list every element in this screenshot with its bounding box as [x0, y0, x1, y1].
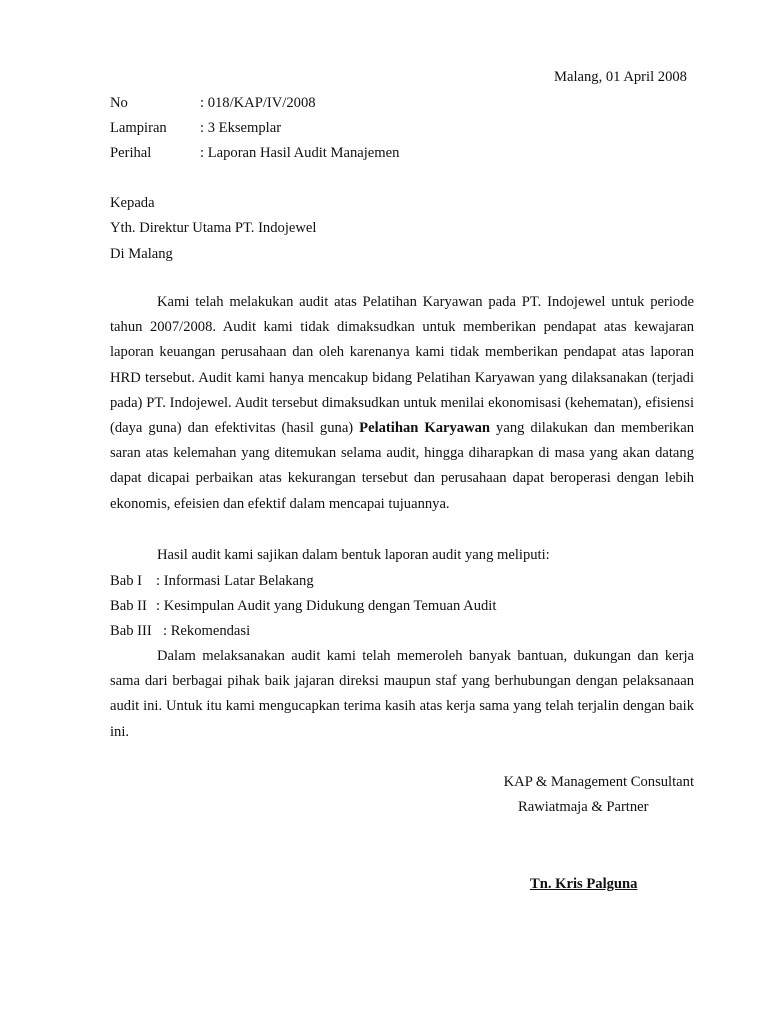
meta-value-no: : 018/KAP/IV/2008 — [200, 95, 316, 111]
recipient-line-3: Di Malang — [110, 246, 173, 262]
p1-bold: Pelatihan Karyawan — [359, 420, 491, 437]
meta-value-perihal: : Laporan Hasil Audit Manajemen — [200, 145, 400, 161]
meta-label-perihal: Perihal — [110, 145, 152, 161]
recipient-line-2: Yth. Direktur Utama PT. Indojewel — [110, 220, 317, 236]
bab-2-text: : Kesimpulan Audit yang Didukung dengan Temuan Audit — [156, 598, 497, 614]
p1-before: Kami telah melakukan audit atas Pelatihan Karyawan pada PT. Indojewel untuk periode tahun 2007/2008. Audit kami tidak dimaksudkan untuk memberikan pendapat atas kewajaran laporan keuangan perusahaan dan oleh karenanya kami tidak memberikan pendapat atas laporan HRD tersebut. Audit kami hanya mencakup bidang Pelatihan Karyawan yang dilaksanakan (terjadi pada) PT. Indojewel. Audit tersebut dimaksudkan untuk menilai ekonomisasi (kehematan), efisiensi (daya guna) dan efektivitas (hasil guna) — [110, 294, 694, 437]
bab-1-text: : Informasi Latar Belakang — [156, 573, 314, 589]
closing-partner: Rawiatmaja & Partner — [518, 799, 649, 815]
meta-label-no: No — [110, 95, 128, 111]
bab-2-label: Bab II — [110, 598, 147, 614]
body-paragraph-3: Dalam melaksanakan audit kami telah memeroleh banyak bantuan, dukungan dan kerja sama dari berbagai pihak baik jajaran direksi maupun staf yang berhubungan dengan pelaksanaan audit ini. Untuk itu kami mengucapkan terima kasih atas kerja sama yang telah terjalin dengan baik ini. — [110, 648, 694, 740]
body-paragraph-2: Hasil audit kami sajikan dalam bentuk laporan audit yang meliputi: — [157, 547, 550, 563]
p1-after: yang dilakukan dan memberikan saran atas kelemahan yang ditemukan selama audit, hingga diharapkan di masa yang akan datang dapat dicapai perbaikan atas kekurangan tersebut dan perusahaan dapat beroperasi dengan lebih ekonomis, efeisien dan efektif dalam mencapai tujuannya. — [110, 420, 694, 512]
bab-3-text: : Rekomendasi — [163, 623, 251, 639]
bab-3-label: Bab III — [110, 623, 152, 639]
recipient-line-1: Kepada — [110, 195, 155, 211]
place-date: Malang, 01 April 2008 — [554, 69, 687, 85]
meta-value-lampiran: : 3 Eksemplar — [200, 120, 282, 136]
bab-1-label: Bab I — [110, 573, 143, 589]
meta-label-lampiran: Lampiran — [110, 120, 167, 136]
body-paragraph-1 — [110, 290, 694, 517]
signer-name: Tn. Kris Palguna — [530, 876, 638, 892]
closing-firm: KAP & Management Consultant — [503, 774, 694, 790]
